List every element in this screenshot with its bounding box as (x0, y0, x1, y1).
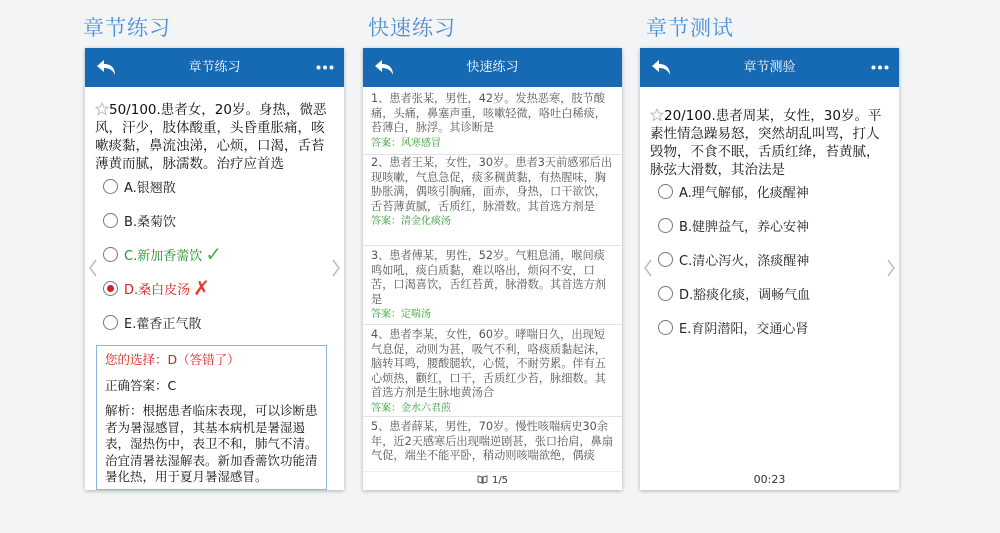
caption-chapter-practice: 章节练习 (83, 16, 171, 40)
chevron-left-icon[interactable] (643, 259, 653, 277)
list-item[interactable] (363, 328, 622, 417)
option-label: B.桑菊饮 (124, 214, 177, 230)
option-label: A.理气解郁，化痰醒神 (679, 185, 809, 201)
phone-chapter-practice (85, 48, 344, 490)
radio-button[interactable] (103, 315, 118, 330)
option-e[interactable] (658, 310, 810, 344)
page-title: 章节练习 (188, 60, 241, 75)
radio-button[interactable] (103, 281, 118, 296)
option-label: B.健脾益气，养心安神 (679, 219, 810, 235)
question-text: 50/100.患者女，20岁。身热，微恶风，汗少，肢体酸重，头昏重胀痛，咳嗽痰黏，鼻流浊涕，心烦，口渴，舌苔薄黄而腻，脉濡数。治疗应首选 (95, 102, 327, 172)
chevron-right-icon[interactable] (331, 259, 341, 277)
list-item[interactable] (363, 156, 622, 246)
list-item[interactable] (363, 420, 622, 468)
question-block (650, 107, 888, 179)
item-text: 5、患者薛某，男性，70岁。慢性咳喘病史30余年，近2天感寒后出现喘逆剧甚，张口抬肩，鼻扇气促，端坐不能平卧，稍动则咳喘欲绝，偶痰 (371, 420, 614, 462)
option-label: E.藿香正气散 (124, 316, 202, 332)
question-text: 20/100.患者周某，女性，30岁。平素性情急躁易怒，突然胡乱叫骂，打人毁物，不食不眠，舌质红绛，苔黄腻，脉弦大滑数，其治法是 (650, 108, 882, 178)
cross-icon: ✗ (193, 276, 210, 300)
page-counter: 1/5 (491, 475, 509, 486)
more-menu-icon[interactable] (871, 65, 889, 70)
app-bar (85, 48, 344, 87)
option-c[interactable] (658, 242, 810, 276)
option-label: C.新加香薷饮 (124, 248, 203, 264)
radio-button[interactable] (658, 286, 673, 301)
your-choice: 您的选择：D（答错了） (105, 352, 240, 367)
item-text: 1、患者张某，男性，42岁。发热恶寒，肢节酸痛，头痛，鼻塞声重，咳嗽轻微，咯吐白稀痰，苔薄白，脉浮。其诊断是 (371, 92, 606, 134)
chevron-left-icon[interactable] (88, 259, 98, 277)
option-a[interactable] (658, 174, 810, 208)
more-menu-icon[interactable] (316, 65, 334, 70)
radio-button[interactable] (103, 247, 118, 262)
list-item[interactable] (363, 92, 622, 155)
radio-button[interactable] (658, 184, 673, 199)
option-e[interactable] (103, 305, 222, 339)
option-d[interactable] (103, 271, 222, 305)
correct-answer: 正确答案：C (105, 377, 177, 393)
option-label: E.育阴潜阳，交通心肾 (679, 321, 809, 337)
item-answer: 答案：风寒感冒 (371, 137, 441, 149)
chevron-right-icon[interactable] (886, 259, 896, 277)
question-block (95, 101, 333, 173)
analysis-text: 解析：根据患者临床表现，可以诊断患者为暑湿感冒，其基本病机是暑湿遏表，湿热伤中，表卫不和，肺气不清。治宜清暑祛湿解表。新加香薷饮功能清暑化热，用于夏月暑湿感冒。 (105, 403, 318, 484)
option-b[interactable] (658, 208, 810, 242)
app-bar (363, 48, 622, 87)
caption-chapter-test: 章节测试 (646, 16, 734, 40)
item-answer: 答案：清金化痰汤 (371, 216, 451, 227)
option-label: C.清心泻火，涤痰醒神 (679, 253, 810, 269)
option-d[interactable] (658, 276, 810, 310)
timer: 00:23 (753, 473, 786, 486)
radio-button[interactable] (103, 213, 118, 228)
pager-footer (363, 471, 622, 490)
option-label: D.桑白皮汤 (124, 282, 191, 298)
page-title: 章节测验 (743, 60, 796, 75)
item-text: 3、患者傅某，男性，52岁。气粗息涌，喉间痰鸣如吼，痰白质黏，难以咯出，烦闷不安，口苦，口渴喜饮，舌红苔黄，脉滑数。其首选方剂是 (371, 249, 606, 306)
options-list (658, 174, 810, 344)
option-c[interactable] (103, 237, 222, 271)
favorite-star-icon[interactable] (95, 102, 109, 116)
option-b[interactable] (103, 203, 222, 237)
result-box (96, 345, 327, 490)
checkmark-icon: ✓ (205, 242, 222, 266)
favorite-star-icon[interactable] (650, 108, 664, 122)
radio-button[interactable] (658, 218, 673, 233)
phone-chapter-test (640, 48, 899, 490)
page-title: 快速练习 (466, 60, 519, 75)
item-answer: 答案：定喘汤 (371, 309, 431, 320)
item-answer: 答案：金水六君煎 (371, 402, 451, 414)
option-label: D.豁痰化痰，调畅气血 (679, 287, 811, 303)
book-icon (477, 475, 488, 484)
caption-quick-practice: 快速练习 (368, 16, 456, 40)
option-label: A.银翘散 (124, 180, 176, 196)
phone-quick-practice (363, 48, 622, 490)
app-bar (640, 48, 899, 87)
list-item[interactable] (363, 249, 622, 325)
item-text: 4、患者李某，女性，60岁。哮喘日久，出现短气息促，动则为甚，吸气不利，咯痰质黏起沫，脑转耳鸣，腰酸腿软，心慌，不耐劳累。伴有五心烦热，颧红，口干，舌质红少苔，脉细数。其首选方剂是生脉地黄汤合 (371, 328, 606, 399)
item-text: 2、患者王某，女性，30岁。患者3天前感邪后出现咳嗽，气息急促，痰多稠黄黏，有热腥味，胸胁胀满，偶咳引胸痛，面赤，身热，口干欲饮，舌苔薄黄腻，舌质红，脉滑数。其首选方剂是 (371, 156, 613, 213)
option-a[interactable] (103, 169, 222, 203)
radio-button[interactable] (103, 179, 118, 194)
radio-button[interactable] (658, 320, 673, 335)
radio-button[interactable] (658, 252, 673, 267)
options-list (103, 169, 222, 339)
